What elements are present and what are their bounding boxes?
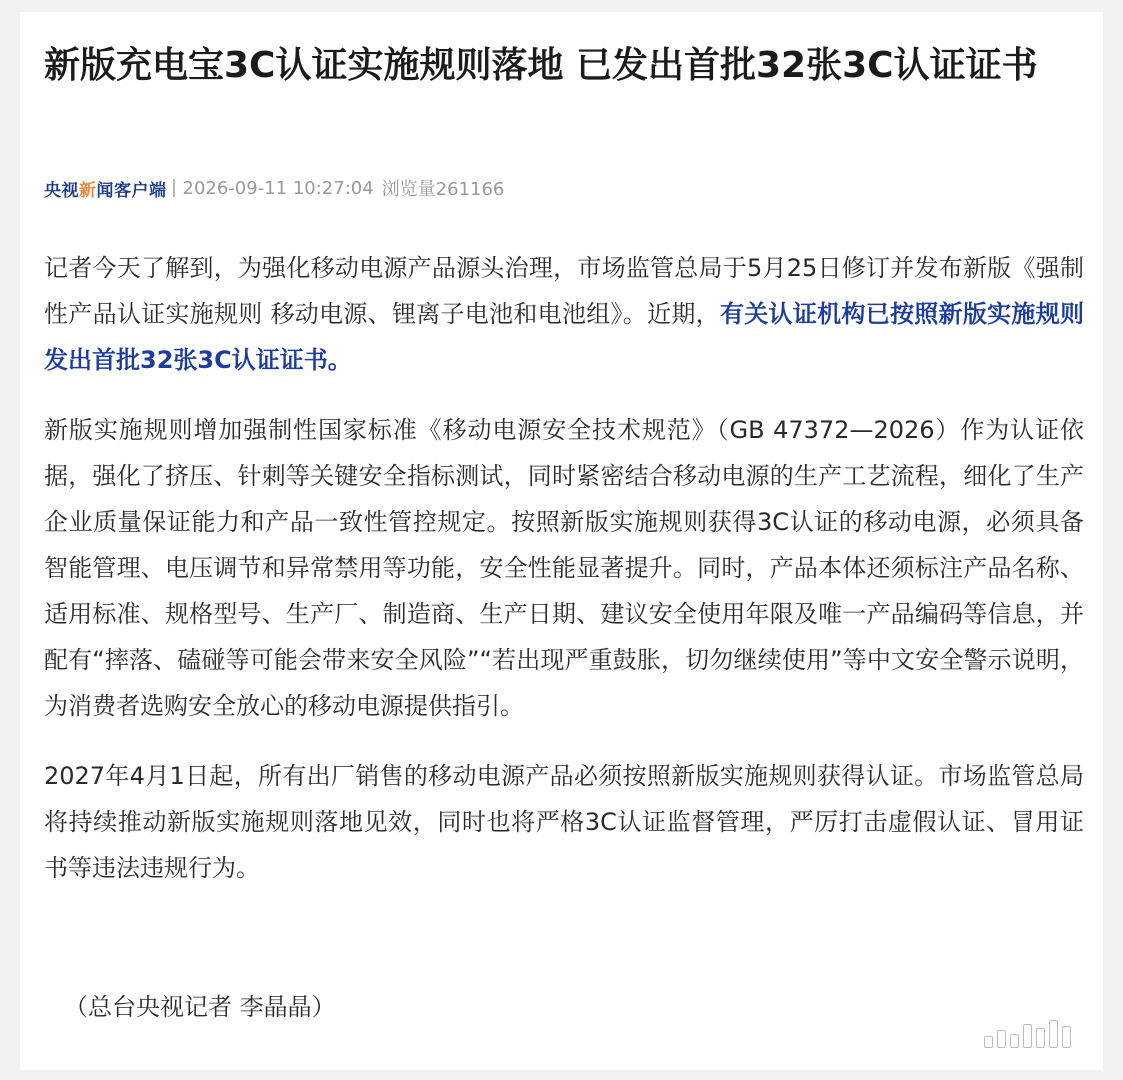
- view-count: 浏览量261166: [381, 179, 505, 200]
- barcode-watermark-icon: [984, 1020, 1071, 1048]
- publish-date: 2026-09-11 10:27:04: [182, 177, 374, 199]
- article-card: [20, 12, 1103, 1070]
- certificate-news-link[interactable]: 有关认证机构已按照新版实施规则发出首批32张3C认证证书。: [44, 300, 1084, 374]
- source-logo-highlight: 新: [79, 180, 97, 201]
- paragraph-2: 新版实施规则增加强制性国家标准《移动电源安全技术规范》（GB 47372—2026）作为认证依据，强化了挤压、针刺等关键安全指标测试，同时紧密结合移动电源的生产工艺流程，细化了生产企业质量保证能力和产品一致性管控规定。按照新版实施规则获得3C认证的移动电源，必须具备智能管理、电压调节和异常禁用等功能，安全性能显著提升。同时，产品本体还须标注产品名称、适用标准、规格型号、生产厂、制造商、生产日期、建议安全使用年限及唯一产品编码等信息，并配有“摔落、磕碰等可能会带来安全风险”“若出现严重鼓胀，切勿继续使用”等中文安全警示说明，为消费者选购安全放心的移动电源提供指引。: [44, 416, 1084, 720]
- paragraph-3: 2027年4月1日起，所有出厂销售的移动电源产品必须按照新版实施规则获得认证。市场监管总局将持续推动新版实施规则落地见效，同时也将严格3C认证监督管理，严厉打击虚假认证、冒用证书等违法违规行为。: [44, 762, 1084, 882]
- meta-divider: [173, 179, 175, 197]
- reporter-signature: （总台央视记者 李晶晶）: [64, 993, 336, 1021]
- source-logo-prefix: 央视: [44, 180, 79, 201]
- paragraph-1: [44, 245, 1084, 383]
- article-meta: [44, 174, 504, 202]
- source-logo[interactable]: [44, 176, 167, 201]
- source-logo-suffix: 闻客户端: [96, 180, 167, 201]
- article-body: [44, 245, 1084, 915]
- paragraph-1-text: 记者今天了解到，为强化移动电源产品源头治理，市场监管总局于5月25日修订并发布新版《强制性产品认证实施规则 移动电源、锂离子电池和电池组》。近期，: [44, 254, 1084, 328]
- article-title: 新版充电宝3C认证实施规则落地 已发出首批32张3C认证证书: [44, 45, 1038, 86]
